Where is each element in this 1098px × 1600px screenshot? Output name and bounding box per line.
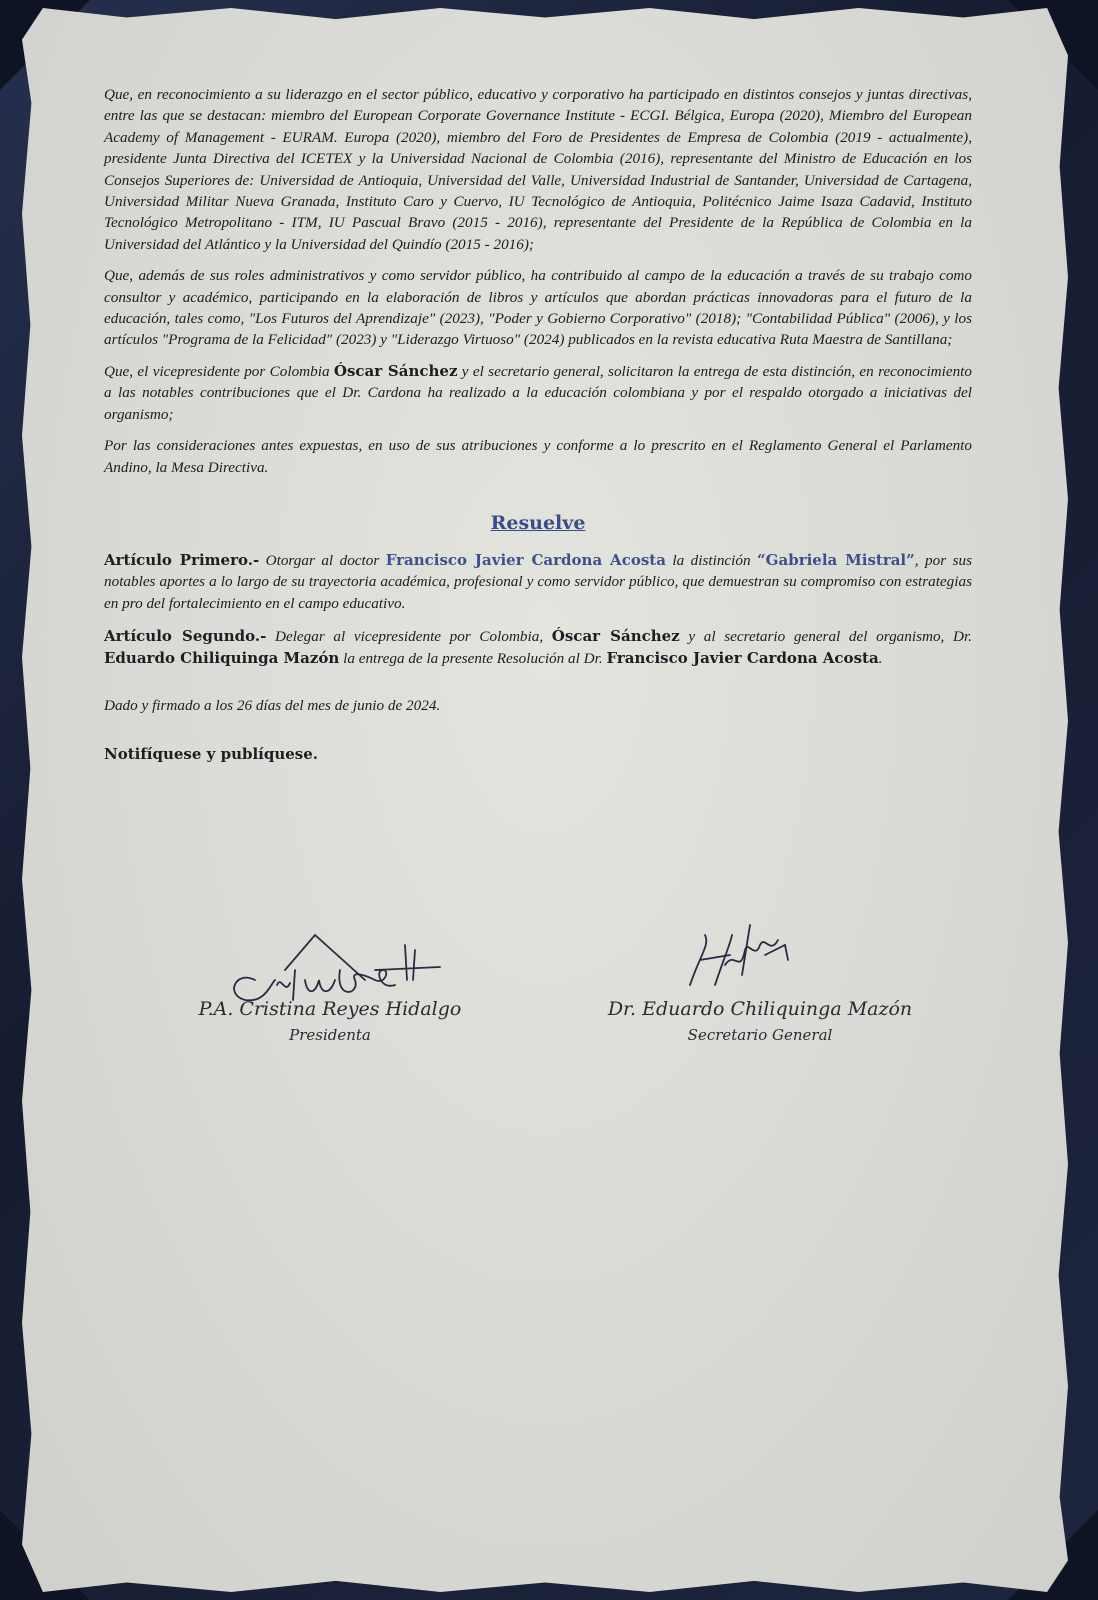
honoree-name: Francisco Javier Cardona Acosta — [385, 550, 666, 569]
secretary-name: Eduardo Chiliquinga Mazón — [104, 648, 340, 667]
signature-right-title: Secretario General — [687, 1026, 833, 1044]
article-second-label: Artículo Segundo.- — [104, 627, 267, 646]
article-first-text-2: la distinción — [665, 551, 758, 569]
article-second — [104, 626, 972, 669]
distinction-name: “Gabriela Mistral” — [757, 550, 915, 569]
article-second-text-1: Delegar al vicepresidente por Colombia, — [266, 628, 552, 646]
paragraph-leadership: Que, en reconocimiento a su liderazgo en el sector público, educativo y corporativo ha participado en distintos consejos y juntas directivas, entre las que se destacan: miembro del European Corporate Governance Institute - ECGI. Bélgica, Europa (2020), Miembro del European Academy of Management - EURAM. Europa (2020), miembro del Foro de Presidentes de Empresa de Colombia (2019 - actualmente), presidente Junta Directiva del ICETEX y la Universidad Nacional de Colombia (2016), representante del Ministro de Educación en los Consejos Superiores de: Universidad de Antioquia, Universidad del Valle, Universidad Industrial de Santander, Universidad de Cartagena, Universidad Militar Nueva Granada, Instituto Caro y Cuervo, IU Tecnológico de Antioquia, Politécnico Jaime Isaza Cadavid, Instituto Tecnológico Metropolitano - ITM, IU Pascual Bravo (2015 - 2016), representante del Presidente de la República de Colombia en la Universidad del Atlántico y la Universidad del Quindío (2015 - 2016); — [104, 86, 972, 253]
resolve-heading: Resuelve — [490, 511, 586, 534]
notify-line: Notifíquese y publíquese. — [104, 744, 319, 763]
signature-left — [180, 998, 480, 1044]
article-first-text-3: , por sus notables aportes a lo largo de su trayectoria académica, profesional y como servidor público, que demuestran su compromiso con estrategias en pro del fortalecimiento en el campo educativo. — [104, 551, 972, 612]
paragraph-considerations: Por las consideraciones antes expuestas, en uso de sus atribuciones y conforme a lo prescrito en el Reglamento General el Parlamento Andino, la Mesa Directiva. — [104, 437, 972, 476]
article-second-text-3: la entrega de la presente Resolución al Dr. — [339, 649, 607, 667]
signature-right-name: Dr. Eduardo Chiliquinga Mazón — [607, 998, 913, 1020]
vicepresident-name: Óscar Sánchez — [333, 361, 458, 380]
article-second-text-2: y al secretario general del organismo, Dr. — [679, 628, 972, 646]
signature-left-title: Presidenta — [289, 1026, 371, 1044]
paragraph-contributions: Que, además de sus roles administrativos y como servidor público, ha contribuido al campo de la educación a través de su trabajo como consultor y académico, participando en la elaboración de libros y artículos que abordan prácticas innovadoras para el futuro de la educación, tales como, "Los Futuros del Aprendizaje" (2023), "Poder y Gobierno Corporativo" (2018); "Contabilidad Pública" (2006), y los artículos "Programa de la Felicidad" (2023) y "Liderazgo Virtuoso" (2024) publicados en la revista educativa Ruta Maestra de Santillana; — [104, 267, 972, 349]
article-first — [104, 550, 972, 614]
article-second-text-4: . — [878, 649, 883, 667]
vicepresident-name-2: Óscar Sánchez — [551, 627, 680, 646]
paragraph-request — [104, 361, 972, 425]
dated-line: Dado y firmado a los 26 días del mes de junio de 2024. — [104, 696, 441, 714]
resolution-body — [104, 84, 972, 763]
paragraph-request-start: Que, el vicepresidente por Colombia — [104, 362, 334, 380]
signature-right — [600, 998, 920, 1044]
honoree-name-2: Francisco Javier Cardona Acosta — [606, 648, 879, 667]
signature-left-name: P.A. Cristina Reyes Hidalgo — [198, 998, 462, 1020]
signature-right-scribble — [670, 915, 810, 1005]
article-first-label: Artículo Primero.- — [104, 550, 260, 569]
paragraph-request-end: y el secretario general, solicitaron la entrega de esta distinción, en reconocimiento a las notables contribuciones que el Dr. Cardona ha realizado a la educación colombiana y por el respaldo otorgado a iniciativas del organismo; — [104, 362, 973, 423]
article-first-text-1: Otorgar al doctor — [259, 551, 386, 569]
